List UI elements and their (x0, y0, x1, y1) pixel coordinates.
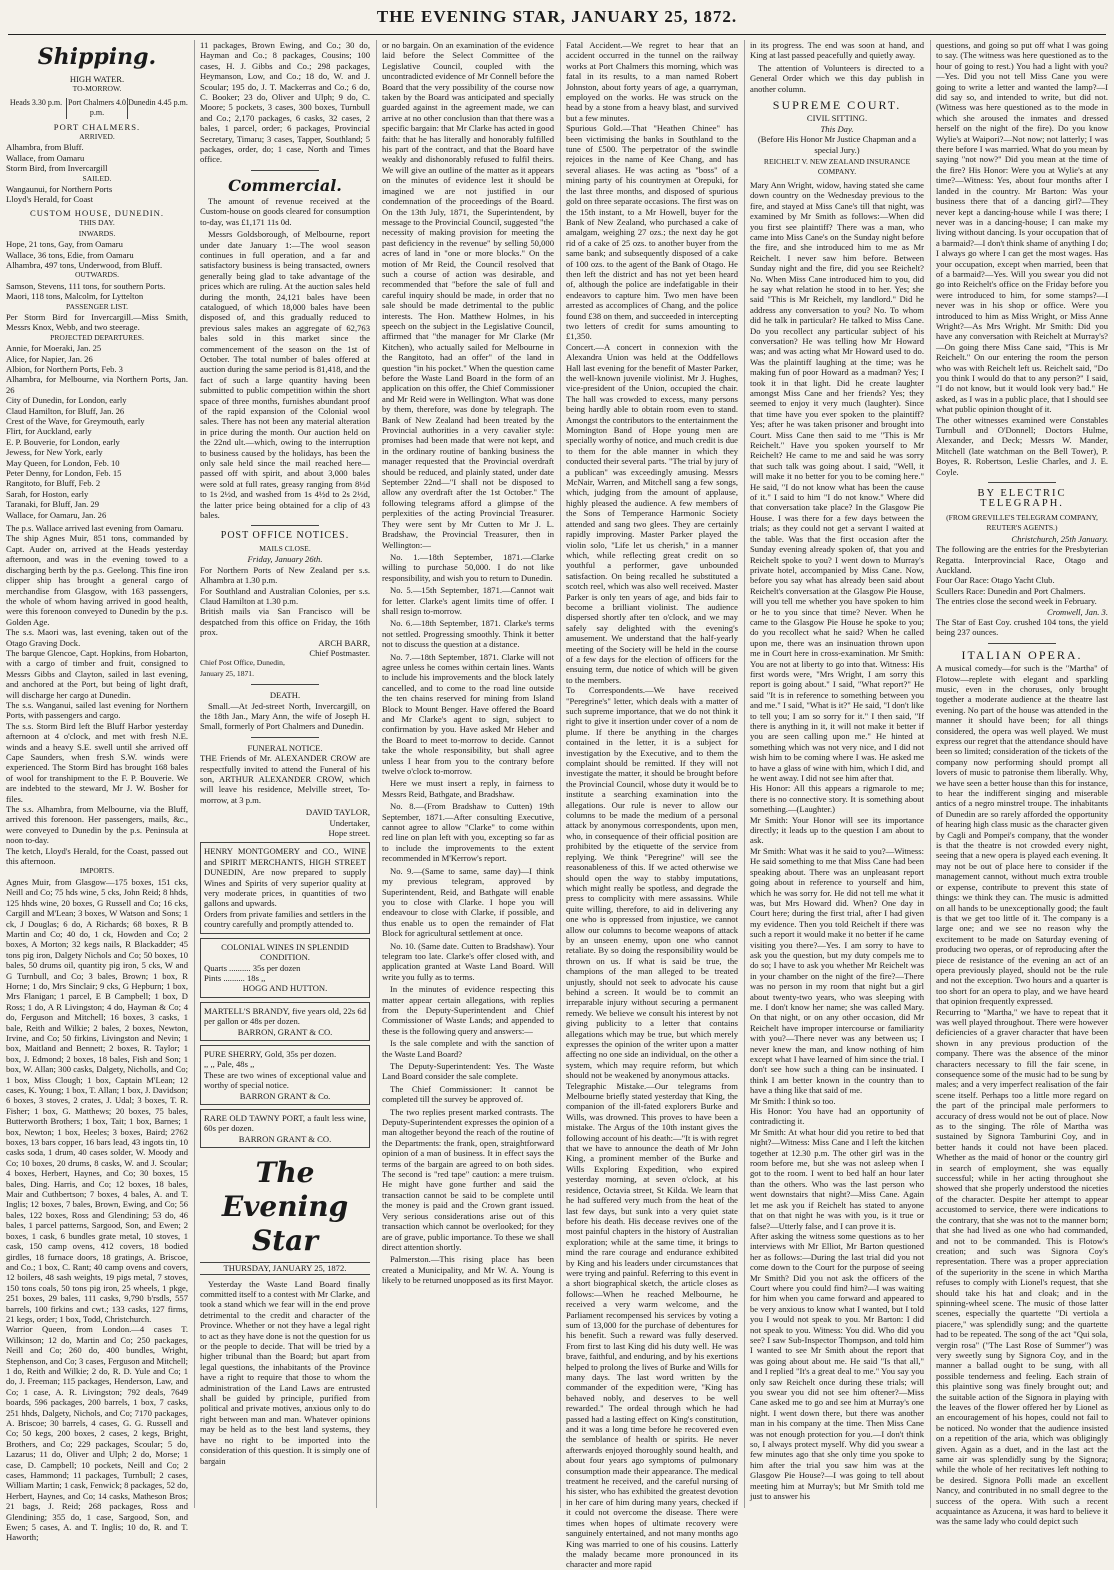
funeral-heading: FUNERAL NOTICE. (247, 742, 323, 753)
column-divider (376, 40, 377, 1508)
inwards-list: Hope, 21 tons, Gay, from Oamaru Wallace, 36 tons, Edie, from Oamaru Alhambra, 497 tons, Underwood, from Bluff. (6, 239, 163, 270)
editorial-date: THURSDAY, JANUARY 25, 1872. (200, 1262, 370, 1274)
column-shipping (2, 40, 192, 1543)
imports-heading: IMPORTS. (79, 866, 115, 876)
colonial-pints: Pints .......... 18s ,, (204, 972, 266, 983)
telegram-12: The Chief Commissioner: It cannot be completed till the survey be approved of. (382, 1083, 554, 1105)
telegram-5: Here we must insert a reply, in fairness to Messrs Reid, Bathgate, and Bradshaw. (382, 778, 554, 799)
funeral-notice: THE Friends of Mr. ALEXANDER CROW are respectfully invited to attend the Funeral of his son, ARTHUR ALEXANDER CROW, which will leave his residence, Melville street, To-morrow, at 3 p.m. (200, 753, 370, 805)
telegraph-source: (FROM GREVILLE'S TELEGRAM COMPANY, REUTER'S AGENTS.) (946, 512, 1098, 533)
post-office-heading: POST OFFICE NOTICES. (220, 530, 350, 542)
henry-ad-text: HENRY MONTGOMERY and CO., WINE and SPIRIT MERCHANTS, HIGH STREET DUNEDIN, Are now prepared to supply Wines and Spirits of very superior quality at very moderate prices, in quantities of two gallons and upwards. Orders from private families and settlers in the country carefully and promptly attended to. (204, 846, 366, 930)
tide-dunedin: Dunedin 4.45 p.m. (127, 98, 188, 119)
sherry-text: PURE SHERRY, Gold, 35s per dozen. ,, ,, Pale, 48s ,, These are two wines of exceptional value and worthy of special notice. (204, 1048, 366, 1091)
colonial-quarts: Quarts .......... 35s per dozen (204, 962, 301, 973)
telegram-8: No. 10. (Same date. Cutten to Bradshaw). Your telegram too late. Clarke's offer closed with, and application granted at Waste Land Board. Will write you fully as to terms. (382, 940, 554, 982)
this-day-label: THIS DAY. (79, 218, 115, 228)
outwards-heading: OUTWARDS. (74, 270, 120, 280)
commercial-wool-report: Messrs Goldsborough, of Melbourne, report under date January 1:—The wool season continues in full operation, and a far and satisfactory business is being transacted, owners generally being glad to take advantage of the prices which are ruling. At the auction sales held during the month, 24,121 bales have been catalogued, of which 18,000 bales have been disposed of, and this gradually reduced to previous sales makes an aggregate of 62,763 bales sold in this market since the commencement of the season on the 1st of October. The total number of bales offered at auction during the same period is 81,418, and the fact of such a large quantity having been submitted to public competition within the short space of three months, furnishes abundant proof of the rapid expansion of the Colonial wool sales. There has not been any material alteration in price during the month. Our auction held on the 22nd ult.—which, owing to the interruption to business caused by the holidays, has been the only sale held since the mail reached here—passed off with spirit, and about 3,000 bales were sold at full rates, greasy ranging from 8½d to 1s 2½d, and washed from 1s 4½d to 2s 2½d, the latter price being obtained for a clip of 43 bales. (200, 229, 370, 521)
sailed-list: Wangaunui, for Northern Ports Lloyd's Herald, for Coast (6, 184, 113, 205)
tomorrow-label: TO-MORROW. (72, 84, 122, 94)
port-text: RARE OLD TAWNY PORT, a fault less wine, 60s per dozen. (204, 1112, 366, 1134)
column-local-news (562, 40, 742, 1570)
martell-text: MARTELL'S BRANDY, five years old, 22s 6d per gallon or 48s per dozen. (204, 1005, 366, 1027)
opera-review: A musical comedy—for such is the "Martha" of Flotow—replete with elegant and sparkling music, even in the choruses, only brought together a moderate audience at the theatre last evening. No part of the house was attended in the manner it should have been; for all things considered, the opera was well played. We must express our regret that the attendance should have been so limited; consideration of the tickets of the company now performing should prompt all lovers of music to patronise them liberally. Why, we have seen a better house than this for instance, to hear the indifferent singing and miserable antics of a negro minstrel troupe. The inhabitants of Dunedin are so rarely afforded the opportunity of hearing high class music as the character given by Cagli and Pompei's company, that the wonder is that the theatre is not crowded every night, seeing that a new opera is played each evening. It may not be out of place here to consider if the management cannot, without much extra trouble or expense, contribute to prevent this state of things: we think they can. The music is admitted on all hands to be unexceptionally good; the fault is that we get too little of it. The company is a large one; and we see no reason why the excitement to be made on Saturday evening of producing two operas, or of reproducing after the piece de resistance of the evening an act of an opera previously played, should not be the rule and not the exception. Two hours and a quarter is too short for an opera to play, and we have heard that opinion frequently expressed. Recurring to "Martha," we have to repeat that it was well played throughout. There were however deficiencies of a graver character that have been shown in any previous production of the company. There was the absence of the minor characters necessary to fill the fair scene, in consequence some of the music had to be sung by males; and a very imperfect realisation of the fair scene itself. Perhaps too a little more regard on the part of the principal male performers to accuracy of dress would not be out of place. Now as to the singing. The rôle of Martha was sustained by Signora Tamburini Coy, and in better hands it could not have been placed. Whether as the maid of honor or the country girl in search of employment, she was equally successful; while in her acting throughout she showed that she properly understood the niceties of the character. Despite her attempt to appear accustomed to service, there were indications to the contrary, that she was not to the manner born; that she had lived as one who had commanded, and not to be commanded. This is Flotow's creation; and such was Signora Coy's representation. There was a proper appreciation of the superiority in the scene in which Martha refuses to comply with Lionel's request, that she should take his hat and cloak; and in the spinning-wheel scene. The music of those latter scenes, especially the quartette "Di vertiola a piacere," was splendidly sung; and the quartette had to be repeated. The song of the act "Qui sola, vergin rosa" ("The Last Rose of Summer") was very sweetly sung by Signora Coy, and in the manner a ballad ought to be sung, with all possible tenderness and feeling. Each strain of this plaintive song was finely brought out; and the suitable action of the Signora in playing with the leaves of the flower offered her by Lionel as an encouragement of his hopes, could not fail to be noticed. No wonder that the audience insisted on a repetition of the aria, which was obligingly given. Again as a duet, and in the last act the same air was splendidly sung by the Signora; while the whole of her recitatives left nothing to be desired. Signora Polli made an excellent Nancy, and contributed in no small degree to the success of the opera. With such a recent acquaintance as Azucena, it was hard to believe it was the same lady who could depict such (936, 663, 1108, 1527)
advert-port (200, 1109, 370, 1148)
commercial-revenue: The amount of revenue received at the Custom-house on goods cleared for consumption to-day, was £1,171 11s 0d. (200, 195, 370, 227)
tide-heads: Heads 3.30 p.m. (9, 97, 63, 107)
post-office-signature: ARCH BARR, Chief Postmaster. (309, 637, 370, 658)
column-divider (744, 40, 745, 1508)
death-notice: Small.—At Jed-street North, Invercargill, on the 18th Jan., Mary Ann, the wife of Joseph H. Small, formerly of Port Chalmers and Dunedin. (200, 700, 370, 732)
imports-continued: 11 packages, Brown Ewing, and Co.; 30 do, Hayman and Co.; 8 packages, Cousins; 100 cases, H. J. Gibbs and Co.; 298 packages, Heymanson, Low, and Co.; 18 do, W. and J. Scoular; 195 do, J. T. Mackerras and Co.; 6 do, C. Booker; 23 do, Oliver and Ulph; 9 do, C. Moore; 5 pockets, 3 cases, 300 boxes, Turnbull and Co.; 2,170 packages, 6 casks, 32 cases, 2 bales, 1 parcel, order; 6 packages, Provincial Secretary, Timaru; 3 cases, Tapper, Southland; 5 packages, order, do; 1 case, North and Times office. (200, 40, 370, 165)
masthead-rule (8, 34, 1106, 35)
column-editorial (378, 40, 558, 1508)
projected-heading: PROJECTED DEPARTURES. (50, 332, 144, 342)
commercial-heading: Commercial. (228, 175, 342, 195)
divider (251, 170, 319, 171)
civil-sitting-label: CIVIL SITTING. (806, 113, 868, 124)
telegram-10: Is the sale complete and with the sanction of the Waste Land Board? (382, 1038, 554, 1059)
evening-star-heading: The Evening Star (221, 1156, 349, 1258)
palmerston-item: Palmerston.—This rising place has been created a Municipality, and Mr W. A. Young is likely to be returned unopposed as its first Mayor. (382, 1254, 554, 1286)
masthead: THE EVENING STAR, JANUARY 25, 1872. (376, 7, 738, 26)
mails-close-label: MAILS CLOSE. (259, 543, 311, 553)
divider (988, 643, 1057, 644)
column-commercial (196, 40, 374, 1508)
funeral-signature: DAVID TAYLOR, Undertaker, Hope street. (305, 807, 370, 839)
italian-opera-heading: ITALIAN OPERA. (961, 647, 1083, 662)
telegram-7: No. 9.—(Same to same, same day)—I think my previous telegram, approved by Superintendent, Reid, and Bathgate will enable you to close with Clarke. I hope you will endeavour to close with Clarke, if possible, and thus enable us to open the remainder of Flat Block for agricultural settlement at once. (382, 865, 554, 939)
electric-telegraph-heading: BY ELECTRIC TELEGRAPH. (977, 488, 1067, 510)
advert-colonial-wines (200, 938, 370, 998)
telegram-3: No. 6.—18th September, 1871. Clarke's terms not settled. Progressing smoothly. Think it better not to discuss the question at a distance. (382, 618, 554, 650)
colonial-seller: HOGG AND HUTTON. (242, 983, 328, 994)
passenger-heading: PASSENGER LIST. (65, 301, 129, 311)
colonial-ad-text: COLONIAL WINES IN SPLENDID CONDITION. (221, 941, 349, 963)
telegram-9: In the minutes of evidence respecting this matter appear certain allegations, with replies from the Deputy-Superintendent and Chief Commissioner of Waste Lands; and appended to these is the following query and answers:— (382, 984, 554, 1036)
telegram-11: The Deputy-Superintendent: Yes. The Waste Land Board consider the sale complete. (382, 1061, 554, 1082)
post-office-body: For Northern Ports of New Zealand per s.s. Alhambra at 1.30 p.m. For Southland and Australian Colonies, per s.s. Claud Hamilton at 1.30 p.m. British mails via San Francisco will be despatched from this office on Friday, the 16th prox. (200, 564, 370, 638)
inwards-heading: INWARDS. (78, 228, 116, 238)
court-report: Mary Ann Wright, widow, having stated she came down country on the Wednesday previous to the fire, and stayed at Miss Cane's till that night, was examined by Mr Smith as follows:—When did you first see plaintiff? There was a man, who came into Miss Cane's on the Sunday night before the fire, and she introduced him to me as Mr Reichelt. I never saw him before. Between Sunday night and the fire, did you see Reichelt? No. When Miss Cane introduced him to you, did he say what relation he stood in to her. Yes; she said "This is Mr Reichelt, my landlord." Did he address any conversation to you? No. To whom did he talk in particular? He talked to Miss Cane. Do you recollect any particular subject of his conversation? He was telling how Mr Howard was; and was acting what Mr Howard used to do. Was the plaintiff laughing at the time; was he making fun of poor Howard as a madman? Yes; I took it in that light. Did he create laughter amongst Miss Cane and her friends? Yes; they seemed to enjoy it very much (laughter). Since that time have you ever spoken to the plaintiff? Yes; after he was taken prisoner and brought into Court. Miss Cane then said to me "This is Mr Reichelt." Have you spoken yourself to Mr Reichelt? He came to me and said he was sorry that such talk was going about. I said, "Well, it will make it no better for you to be coming here." He said, "I do not know what has been the cause of it." I said to him "I do not know." Where did that conversation take place? In the Glasgow Pie House. I was there for a few days between the trials; as they could not get a servant I waited at the table. Was that the first occasion after the Sunday evening already spoken of, that you and Reichelt spoke to you? I went down to Murray's private hotel, accompanied by Miss Cane. Now, before you say what has already been said about Reichelt's conversation at the Glasgow Pie House, will you tell me whether you have spoken to him or he to you since that time? Never. When he came to the Glasgow Pie House he spoke to you; do you recollect what he said? When he called upon me, there was an insinuation thrown upon me in Court here in cross-examination. Mr Smith: You are not at liberty to go into that. Witness: His first words were, "Mrs Wright, I am sorry this report is going about." I said, "What report?" He said "It is in reference to something between you and me." I said, "What is it?" He said, "I don't like to tell you; I am so sorry for it." I then said, "If there is anything in it, it will not make it better if you are seen calling upon me." He hinted at something which was not very nice, and I did not wish him to be coming where I was. He asked me to have a glass of wine with him, which I did, and he went away. I did not see him after that. His Honor: All this appears a rigmarole to me; there is no connective story. It is something about something.—(Laughter.) Mr Smith: Your Honor will see its importance directly; it leads up to the question I am about to ask. Mr Smith: What was it he said to you?—Witness: He said something to me that Miss Cane had been speaking about. There was an unpleasant report going about in reference to yourself and him, which he was sorry for. He did not tell me what it was, but Mrs Howard did. When? One day in Court here; during the first trial, after I had given my evidence. Then you told Reichelt if there was such a report it would make it no better if he came visiting you there?—Yes. I am sorry to have to ask you the question, but my duty compels me to do so; I have to ask you whether Mr Reichelt was in your chamber on the night of the fire?—There was no person in my room that night but a girl about twenty-two years, who was sleeping with me. I don't know her name; she was called Mary. On that night, or on any other occasion, did Mr Reichelt have improper intercourse or familiarity with you?—There never was any between us; I never knew the man, and know nothing of him except what I have learned of him since the trial. I don't see how such a thing can be insinuated. I think I am better known in the country than to have a thing like that said of me. Mr Smith: I think so too. His Honor: You have had an opportunity of contradicting it. Mr Smith: At what hour did you retire to bed that night?—Witness: Miss Cane and I left the kitchen together at 12.30 p.m. The other girl was in the room before me, but she was not asleep when I got to the room. I went to bed half an hour later than the others. Who was the last person who went downstairs that night?—Miss Cane. Again let me ask you if Reichelt has stated to anyone that on that night he was with you, is it true or false?—Utterly false, and I can prove it is. After asking the witness some questions as to her interviews with Mr Elliot, Mr Barton questioned her as follows:—During the last trial did you not come down to the Court for the purpose of seeing Mr Smith? Did you not ask the officers of the Court where you could find him?—I was waiting for him when you came forward and appeared to be very anxious to know what I wanted, but I told you I would not speak to you. Mr Barton: I did not speak to you. Witness: You did. Who did you see? I saw Sub-Inspector Thompson, and told him I wanted to see Mr Smith about the report that was going about about me. He said "Is that all," and I replied "It's a great deal to me." You say you only saw Reichelt once during these trials; will you swear you did not see him oftener?—Miss Cane asked me to go and see him at Murray's one night. I went down there, but there was another man in his company at the time. Then Miss Cane was not enough protection for you.—I don't think so, I always protect myself. Why did you swear a few minutes ago that she only time you spoke to him after the trial you saw him was at the Glasgow Pie House?—I was going to tell about meeting him at Murray's; but Mr Smith told me just to answer his (750, 179, 924, 1502)
editorial-continued: or no bargain. On an examination of the evidence laid before the Select Committee of the Legislative Council, coupled with the uncontradicted evidence of Mr Connell before the Board that the very possibility of the course now taken by the Board was anticipated and specially guarded against in the agreement made, we can arrive at no other conclusion than that there was a specific bargain: that Mr Clarke has acted in good faith: that he has literally and honorably fulfilled his part of the contract, and that the Board have weakly and dishonorably refused to fulfil theirs. We will give an outline of the matter as it appears on the minutes of evidence lest it should be imagined we are not justified in our condemnation of the proceedings of the Board. On the 13th July, 1871, the Superintendent, by message to the Provincial Council, suggested "the necessity of making provision for meeting the past deficiency in the revenue" by selling 50,000 acres of land in "one or more blocks." On the motion of Mr Reid, the Council resolved that such a course of action was desirable, and recommended that "before the sale of full and careful inquiry should be made, in order that no sale should be made detrimental to the public interests. The Hon. Matthew Holmes, in his speech on the subject in the Legislative Council, affirmed that "the manager for Mr Clarke (Mr Kitchen), who actually sailed for Melbourne in the Rangitoto, had an offer" of the land in question "in his pocket." When the question came before the Waste Land Board in the form of an application on this offer, the Chief Commissioner and Mr Reid were in Wellington. What was done by them, therefore, was done by telegraph. The Bank of New Zealand had been treated by the Provincial authorities in a very cavalier style: promises had been made that were not kept, and in the ordinary routine of banking business the manager requested that the Provincial overdraft should be reduced, and plainly stated, under date September 22nd—"I shall not be disposed to allow any overdraft after the 1st October." The following telegrams afford a glimpse of the perplexities of the acting Provincial Treasurer. They were sent by Mr Cutten to Mr J. L. Bradshaw, the Provincial Treasurer, then in Wellington:— (382, 40, 554, 550)
volunteers-notice: The attention of Volunteers is directed to a General Order which we this day publish in another column. (750, 62, 924, 94)
column-divider (194, 40, 195, 1508)
arrived-heading: ARRIVED. (79, 132, 115, 142)
telegram-4: No. 7.—18th September, 1871. Clarke will not agree unless he comes within certain lines. Wants to include his improvements and the block lately cancelled, and to come to the road line outside the ten chains reserved for mining from Island Block to Mount Benger. Have offered the Board and Mr Clarke's agent to sign, subject to confirmation by you. Have asked Mr Heber and the Board to meet to-morrow to decide. Cannot take the whole responsibility, but shall agree unless I hear from you to the contrary before twelve o'clock to-morrow. (382, 651, 554, 777)
cromwell-news: The Star of East Coy. crushed 104 tons, the yield being 237 ounces. (936, 616, 1108, 638)
case-title: REICHELT V. NEW ZEALAND INSURANCE COMPANY. (763, 157, 911, 177)
advert-sherry (200, 1045, 370, 1105)
christchurch-dateline: Christchurch, 25th January. (1011, 533, 1108, 544)
post-office-place: Chief Post Office, Dunedin, January 25, 1871. (200, 658, 285, 678)
christchurch-news: The following are the entries for the Presbyterian Regatta. Interprovincial Race, Otago and Auckland. Four Oar Race: Otago Yacht Club. Scullers Race: Dunedin and Port Chalmers. The entries close the second week in February. (936, 544, 1108, 607)
column-divider (560, 40, 561, 1508)
tide-port-chalmers: Port Chalmers 4.0 p.m. (68, 97, 126, 118)
divider (988, 482, 1057, 483)
telegram-13: The two replies present marked contrasts. The Deputy-Superintendent expresses the opinion of a man altogether beyond the reach of the routine of the Departments: the frank, open, straightforward opinion of a man of business. It in effect says the terms of the bargain are agreed to on both sides. The second is "red tape" caution: a mere truism. He might have gone further and said the transaction cannot be said to be complete until the money is paid and the Crown grant issued. Very serious considerations arise out of this transaction which cannot be overlooked; for they are of grave, public importance. To these we shall direct attention shortly. (382, 1106, 554, 1252)
telegram-2: No. 5.—15th September, 1871.—Cannot wait for letter. Clarke's agent limits time of offer. I shall resign to-morrow. (382, 585, 554, 616)
outwards-list: Samson, Stevens, 111 tons, for southern Ports. Maori, 118 tons, Malcolm, for Lyttelton (6, 280, 166, 302)
imports-list: Agnes Muir, from Glasgow—175 boxes, 151 cks, Neill and Co; 75 hds wine, 5 cks, John Reid; 8 hhds, 125 hhds wine, 20 boxes, G Russell and Co; 16 cks, Cargill and M'Lean; 3 boxes, W Watson and Sons; 1 ck, J Douglas; 6 do, A Richards; 68 boxes, R B Martin and Co; 40 do, 1 ck, Howden and Co; 2 boxes, A Morton; 32 kegs nails, R Blackadder; 45 tons pig iron, Dalgety Nichols and Co; 50 boxes, 10 bales, 50 drums oil, quantity pig iron, 5 cks, W and G Turnbull, and Co; 3 bales, Brown; 1 box, R Horne; 1 do, Mrs Sinclair; 9 cks, G Hepburn; 1 box, Mrs Flanigan; 1 parcel, E B Campbell; 1 box, D Ross; 1 do, A R Livingston; 4 do, Hayman & Co; 4 do, Ferguson and Mitchell; 16 boxes, 3 casks, 1 bale, Reith and Wilkie; 2 bales, 2 boxes, Newton, Irvine, and Co; 50 firkins, Livingston and Nevin; 1 box, Maitland and Bennett; 2 boxes, R. Taylor; 1 box, J. Edmond; 2 boxes, 18 bales, Fish and Son; 1 box, W. Allan; 300 casks, Dalgety, Nicholls, and Co; 1 box, Miss Clough; 1 box, Captain M'Lean; 12 cases, K. Young; 1 box, T. Allan; 1 box, J. Davidson; 6 boxes, 3 stoves, 2 crates, J. Udal; 3 boxes, T. R. Fisher; 1 box, G. Matthews; 20 boxes, 75 bales, Butterworth Brothers; 1 box, Tait; 1 box, Barnes; 1 box, Newton; 1 box, Heeles; 3 boxes, Baird; 2762 boxes, 13 bars copper, 16 bars lead, 43 ingots tin, 10 casks soda, 1 drum, 40 cases solder, W. Moody and Co; 10 boxes, 20 drums, 8 casks, W. and J. Scoular; 4 boxes, Herbert, Haynes, and Co; 30 boxes, 15 bales, Ding. Harris, and Co; 12 boxes, 18 bales, Mair and Cuthbertson; 7 boxes, 4 bales, A. and T. Inglis; 12 boxes, 7 bales, Brown, Ewing, and Co; 56 bales, 122 boxes, Ross and Glendining; 53 do, 46 bales, 1 parcel patterns, Sargood, Son, and Ewen; 2 boxes, 1 cask, 6 bundles grate metal, 10 stoves, 1 cask, 150 camp ovens, 412 covers, 18 bodied girdles, 18 furnace doors, 18 gratings, A. Briscoe, and Co.; 1 box, C. Rant; 40 camp ovens and covers, 12 boilers, 48 sash weights, 19 pigs metal, 7 stoves, 150 tons coals, 50 tons pig iron, 25 wheels, 1 pkge, 251 boxes, 29 bales, 111 casks, 9,790 b'rsdls, 557 barrels, 100 firkins and cwt.; 133 casks, 127 firms, 21 kegs, order; 1 box, Todd, Christchurch. Warrior Queen, from London.—4 cases T. Wilkinson; 12 do, Martin and Co; 250 packages, Neill and Co; 260 do, 400 bundles, Wright, Stephenson, and Co; 3 cases, Ferguson and Mitchell; 1 do, Reith and Wilkie; 2 do, R. D. Yule and Co; 1 do, J. Freeman; 115 packages, Henderson, Law, and Co; 1 case, A. R. Livingston; 792 deals, 7649 boards, 596 packages, 200 barrels, 1 box, 7 casks, 251 hhds, Dalgety, Nichols, and Co; 7170 packages, A. Briscoe; 30 barrels, 4 cases, G. G. Russell and Co; 50 kegs, 200 boxes, 2 cases, 2 kegs, Bright, Brothers, and Co; 229 packages, Scoular; 5 do, Lazarus; 11 do, Oliver and Ulph; 2 do, Morse; 1 case, D. Campbell; 10 pockets, Neill and Co; 2 cases, Hammond; 11 packages, Turnbull; 2 cases, William Martin; 1 cask, Fenwick; 8 packages, 52 do, Herbert, Haynes, and Co; 14 casks, Matheson Bros; 21 bags, J. Reid; 268 packages, Ross and Glendining; 355 do, 1 case, Sargood, Son, and Ewen; 5 cases, A. and T. Inglis; 10 do, R. and T. Haworth; (6, 876, 188, 1543)
local-news-continued: in its progress. The end was soon at hand, and King at last passed peacefully and quietly away. (750, 40, 924, 61)
martell-seller: BARRON, GRANT & CO. (237, 1026, 333, 1037)
sherry-seller: BARRON GRANT & Co. (239, 1090, 331, 1101)
court-day-label: This Day. (820, 123, 854, 134)
port-seller: BARRON GRANT & CO. (238, 1133, 332, 1144)
sailed-heading: SAILED. (82, 173, 112, 183)
shipping-news: The p.s. Wallace arrived last evening from Oamaru. The ship Agnes Muir, 851 tons, commanded by Capt. Auder on, arrived at the Heads yesterday afternoon, and was in the evening towed to a discharging berth by the p.s. Geelong. This fine iron clipper ship has brought a general cargo of merchandise from Glasgow, with 163 passengers, the whole of whom having arrived in good health, were this forenoon conveyed to Dunedin by the p.s. Golden Age. The s.s. Maori was, last evening, taken out of the Otago Graving Dock. The barque Glencoe, Capt. Hopkins, from Hobarton, with a cargo of timber and fruit, consigned to Messrs Gibbs and Clayton, sailed in last evening, and anchored at the Port, but being of light draft, will discharge her cargo at Dunedin. The s.s. Wanganui, sailed last evening for Northern Ports, with passengers and cargo. The s.s. Storm Bird left the Bluff Harbor yesterday afternoon at 4 o'clock, and met with fresh N.E. winds and a heavy S.E. swell until she arrived off Cape Saunders, when fresh S.W. winds were experienced. The Storm Bird has brought 168 bales of wool for transhipment to the F. P. Bouverie. We are indebted to the steward, Mr J. W. Bosher for files. The s.s. Alhambra, from Melbourne, via the Bluff, arrived this forenoon. Her passengers, mails, &c., were conveyed to Dunedin by the p.s. Peninsula at noon to-day. The ketch, Lloyd's Herald, for the Coast, passed out this afternoon. (6, 523, 188, 867)
advert-henry-montgomery (200, 842, 370, 933)
death-heading: DEATH. (269, 690, 301, 701)
projected-list: Annie, for Moeraki, Jan. 25 Alice, for Napier, Jan. 26 Albion, for Northern Ports, Feb. 3 Alhambra, for Melbourne, via Northern Ports, Jan. 26 City of Dunedin, for London, early Claud Hamilton, for Bluff, Jan. 26 Crest of the Wave, for Greymouth, early Flirt, for Auckland, early E. P. Bouverie, for London, early Jewess, for New York, early May Queen, for London, Feb. 10 Peter Denny, for London, Feb. 15 Rangitoto, for Bluff, Feb. 2 Sarah, for Hoston, early Taranaki, for Bluff, Jan. 29 Wallace, for Oamaru, Jan. 26 (6, 343, 188, 520)
shipping-heading: Shipping. (37, 44, 157, 70)
advert-martell (200, 1002, 370, 1041)
column-divider (930, 40, 931, 1508)
column-telegraph-opera (932, 40, 1112, 1527)
local-news: Fatal Accident.—We regret to hear that an accident occurred in the tunnel on the railway works at Port Chalmers this morning, which was fatal in its results, to a man named Robert Johnston, about forty years of age, a quarryman, employed on the works. He was struck on the head by a stone from a heavy blast, and survived but a few minutes. Spurious Gold.—That "Heathen Chinee" has been victimising the banks in Southland to the tune of £500. The perpetrator of the swindle rejoices in the name of Kee Chang, and has several aliases. He was acting as "boss" of a mining party of his countrymen at Orepuki, for the last three months, and disposed of spurious gold on three separate occasions. The first was on the 15th instant, to a Mr Howell, buyer for the Bank of New Zealand, who purchased a cake of amalgam, weighing 27 ozs.; the next day he got rid of a cake of 25 ozs. to another buyer from the same bank; and subsequently disposed of a cake of 100 ozs. to the agent of the Bank of Otago. He then left the district and has not yet been heard of, although the police are indefatigable in their endeavors to capture him. Two men have been arrested as accomplices of Chang, and the police found £38 on them, and succeeded in intercepting two letters of credit for sums amounting to £1,350. Concert.—A concert in connexion with the Alexandra Union was held at the Oddfellows Hall last evening for the benefit of Master Parker, the well-known juvenile violinist. Mr J. Hughes, vice-president of the Union, occupied the chair. The hall was crowded to excess, many persons being hardly able to obtain room even to stand. Amongst the contributors to the entertainment the Mornington Band of Hope young men are specially worthy of notice, and much credit is due to them for the able manner in which they conducted their several parts. "The trial by jury of a publican" was exceedingly amusing. Messrs McNair, Warren, and Mitchell sang a few songs, which, judging from the amount of applause, highly pleased the audience. A few members of the Sons of Temperance Harmonic Society attended and sang two glees. They are certainly rapidly improving. Master Parker played the violin solo, "Life let us cherish," in a manner which, while reflecting great credit on so youthful a performer, gave unbounded satisfaction. On being recalled he substituted a scotch reel, which was also well received. Master Parker is only ten years of age, and bids fair to become a brilliant violinist. The audience dispersed shortly after ten o'clock, and we may safely say delighted with the evening's amusement. We understand that the half-yearly meeting of the Society will be held in the course of a few days for the election of officers for the ensuing term, due notice of which will be given to the members. To Correspondents.—We have received "Peregrine's" letter, which deals with a matter of such supreme importance, that we do not think it right to give it insertion under cover of a nom de plume. If there be anything in the charges contained in the letter, it is a subject for investigation by the Executive, and to them the complaint should be remitted. If they will not investigate the matter, it should be brought before the Provincial Council, whose duty it would be to institute a searching examination into the allegations. Our rule is never to allow our columns to be made the medium of a personal attack by anonymous correspondents, upon men, who, in consequence of their official position are prohibited by the etiquette of the service from replying. We think "Peregrine" will see the reasonableness of this. If we acted otherwise we should open the way to stabby imputations, which might really be spotless, and degrade the press to complicity with mere assassins. While quite willing, therefore, to aid in delivering any one who is oppressed from injustice, we cannot allow our columns to become weapons of attack by an unseen enemy, upon one who cannot retaliate. By so doing the responsibility would be thrown on us. If what is said be true, the champions of the man alleged to be treated unjustly, should not seek to advocate his cause behind a screen. It would be to commit an irreparable injury without securing a permanent remedy. We believe we consult his interest by not giving publicity to a letter that contains allegations which may be true, but which merely expresses the opinion of the writer upon a matter affecting no one side an individual, on the other a system, which may require reform, but which should not be weakened by anonymous attacks. Telegraphic Mistake.—Our telegrams from Melbourne briefly stated yesterday that King, the companion of the ill-fated explorers Burke and Wills, was drowned. This proves to have been a mistake. The Argus of the 10th instant gives the following account of his death:—"It is with regret that we have to announce the death of Mr John King, a prominent member of the Burke and Wills Exploring Expedition, who expired yesterday morning, at seven o'clock, at his residence, Octavia street, St Kilda. We learn that he had suffered very much from the heat of the last few days, but sunk into a very quiet state before his death. His decease revives one of the most painful chapters in the history of Australian exploration; while at the same time, it brings to mind the rare courage and endurance exhibited by King and his leaders under circumstances that were trying and painful. Referring to this event in a short biographical sketch, the article closes as follows:—When he reached Melbourne, he received a very warm welcome, and the Parliament recompensed his services by voting a sum of 13,000 for the purchase of debentures for his benefit. Such a reward was fully deserved. From first to last King did his duty well. He was brave, faithful, and enduring, and by his exertions helped to prolong the lives of Burke and Wills for many days. The last word written by the commander of the expedition were, "King has behaved nobly, and deserves to be well rewarded." The ordeal through which he had passed had a lasting effect on King's constitution, and it was a long time before he recovered even the semblance of health or spirits. He never afterwards enjoyed thoroughly sound health, and about four years ago symptoms of pulmonary consumption made their appearance. The medical treatment he received, and the careful nursing of his sister, who has exhibited the greatest devotion in her care of him during many years, checked if it could not overcome the disease. There were times when hopes of ultimate recovery were sanguinely entertained, and not many months ago King was married to one of his cousins. Latterly the malady became more pronounced in its character and more rapid (566, 40, 738, 1570)
divider (251, 737, 319, 738)
court-before: (Before His Honor Mr Justice Chapman and a special Jury.) (757, 134, 917, 155)
court-report-continued: questions, and going so put off what I was going to say. (The witness was here questioned as to the hour of going to rest.) You had a light with you?—Yes. Did you not tell Miss Cane you were going to write a letter and wanted the lamp?—I did say so, and intended to write, but did not. (Witness was here questioned as to the mode in which she aroused the inmates and dressed herself on the night of the fire). Do you know Wylie's at Waipori?—Not now; not latterly; I was there before I was married. What do you mean by saying "not now?" Did you mean at the time of the fire? His Honor: Were you at Wylie's at any time?—Witness: Yes, about four months after I landed in the country. Mr Barton: Was your business there that of a dancing girl?—They never kept a dancing-house while I was there; I never was in a dancing-house; I can make my living without dancing. Is your occupation that of a barmaid?—I don't think shame of anything I do; I always go where I can get the most wages. Has your occupation, except when married, been that of a barmaid?—Yes. Will you swear you did not go into Reichelt's office on the Friday before you were introduced to him, for some stamps?—I never was in his shop or office. Were you introduced to him as Miss Wright, or Miss Anne Wright?—As Mrs Wright. Mr Smith: Did you have any conversation with Reichelt at Murray's?—On going there Miss Cane said, "This is Mr Reichelt." On our entering the room the person who was with Reichelt left us. Reichelt said, "Do you think I would do that to any person?" I said, "I do not know, but it would look very bad." He asked, as I was in a public place, that I should see what public opinion thought of it. The other witnesses examined were Constables Turnbull and O'Donnell; Doctors Hulme, Alexander, and Deck; Messrs W. Mander, Mitchell (late watchman on the Bell Tower), P. Boyes, R. Robertson, Leslie Charles, and J. E. Coyle. (936, 40, 1108, 477)
port-chalmers-heading: PORT CHALMERS. (53, 121, 141, 132)
arrived-list: Alhambra, from Bluff. Wallace, from Oamaru Storm Bird, from Invercargill (6, 142, 108, 174)
editorial-text: Yesterday the Waste Land Board finally committed itself to a contest with Mr Clarke, and took a stand which we fear will in the end prove detrimental to the credit and character of the Province. Whether or not they have a legal right to act as they have done is not the question for us or the people to decide. That will be tried by a higher tribunal than the Board; but apart from legal questions, the inhabitants of the Province have a right to require that those to whom the administration of the Land Laws are entrusted shall be guided by principle, purified from political and private motives, anxious only to do right between man and man. Whatever opinions may be held as to the best land systems, they have no right to be imported into the consideration of this question. It is simply one of bargain (200, 1278, 370, 1466)
divider (251, 525, 319, 526)
telegram-6: No. 8.—(From Bradshaw to Cutten) 19th September, 1871.—After consulting Executive, cannot agree to allow "Clarke" to come within red line on plan left with you, excepting so far as to include the improvements to the extent recommended in M'Kerrow's report. (382, 801, 554, 864)
tide-table (6, 98, 188, 119)
telegram-1: No. 1.—18th September, 1871.—Clarke willing to purchase 50,000. I do not like responsibility, and wish you to return to Dunedin. (382, 551, 554, 583)
divider (251, 684, 319, 685)
high-water-heading: HIGH WATER. (69, 74, 125, 84)
post-date: Friday, January 26th. (247, 554, 323, 565)
custom-house-heading: CUSTOM HOUSE, DUNEDIN. (29, 207, 165, 218)
supreme-court-heading: SUPREME COURT. (772, 98, 902, 113)
column-supreme-court (746, 40, 928, 1508)
cromwell-dateline: Cromwell, Jan. 3. (1046, 606, 1108, 617)
passenger-list: Per Storm Bird for Invercargill.—Miss Smith, Messrs Knox, Webb, and two steerage. (6, 311, 188, 333)
